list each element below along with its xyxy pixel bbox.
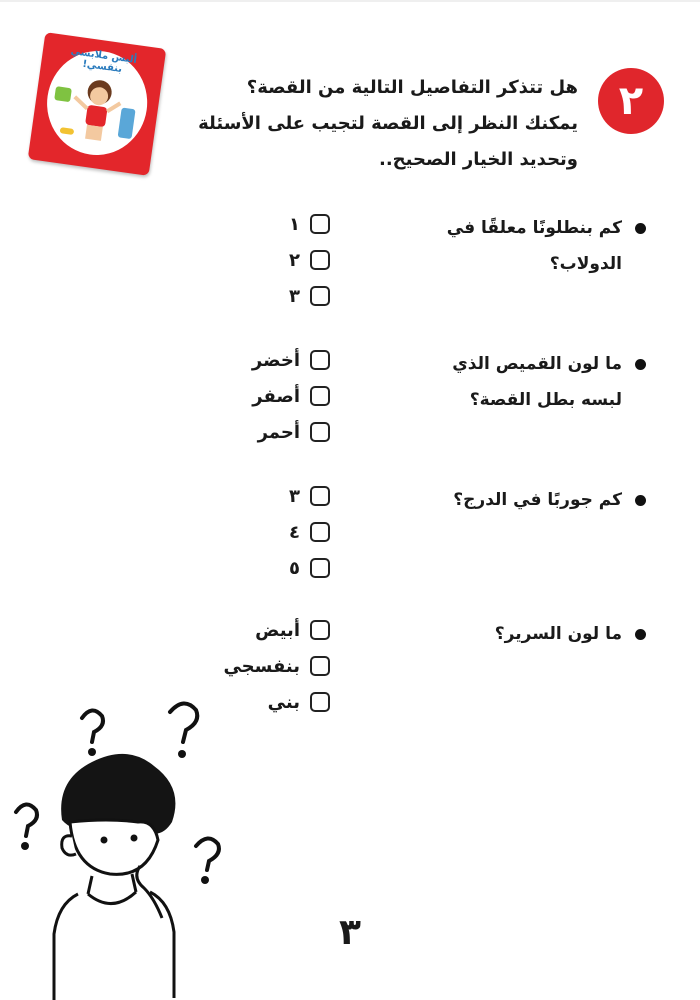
option[interactable]: [200, 206, 330, 242]
option[interactable]: [200, 378, 330, 414]
options-question-2: [200, 342, 330, 450]
book-title: ألبس ملابسي بنفسي!: [69, 45, 138, 76]
option-label: ٥: [289, 557, 300, 579]
option-label: ١: [289, 213, 300, 235]
option[interactable]: [200, 278, 330, 314]
option[interactable]: [200, 342, 330, 378]
checkbox[interactable]: [310, 522, 330, 542]
option-label: أخضر: [251, 349, 300, 371]
section-number-badge: ٢: [598, 68, 664, 134]
option-label: أبيض: [255, 619, 300, 641]
question-mark-icon: [196, 838, 219, 870]
question-text: ما لون القميص الذي لبسه بطل القصة؟: [452, 354, 622, 410]
checkbox[interactable]: [310, 250, 330, 270]
checkbox[interactable]: [310, 214, 330, 234]
instruction-line: وتحديد الخيار الصحيح..: [378, 149, 578, 170]
option-label: ٣: [289, 285, 300, 307]
question-mark-icon: [170, 703, 197, 742]
question-text: كم جوربًا في الدرج؟: [453, 490, 622, 510]
boy-dressing-illustration: [43, 68, 149, 161]
option[interactable]: [200, 648, 330, 684]
option-label: أحمر: [257, 421, 300, 443]
option-label: بني: [267, 691, 300, 713]
question-2: [406, 346, 646, 418]
bullet-icon: [635, 223, 646, 234]
option-label: ٤: [289, 521, 300, 543]
option[interactable]: [200, 550, 330, 586]
option[interactable]: [200, 242, 330, 278]
option[interactable]: [200, 478, 330, 514]
question-4: [386, 616, 646, 652]
checkbox[interactable]: [310, 386, 330, 406]
bullet-icon: [635, 629, 646, 640]
checkbox[interactable]: [310, 620, 330, 640]
thinking-boy-illustration: [0, 690, 240, 1000]
options-question-1: [200, 206, 330, 314]
bullet-icon: [635, 359, 646, 370]
checkbox[interactable]: [310, 286, 330, 306]
option[interactable]: [200, 612, 330, 648]
option-label: بنفسجي: [223, 655, 300, 677]
instructions: [198, 70, 578, 178]
option[interactable]: [200, 414, 330, 450]
story-book-cover: [28, 32, 167, 176]
checkbox[interactable]: [310, 558, 330, 578]
option-label: أصفر: [252, 385, 300, 407]
top-divider: [0, 0, 700, 2]
checkbox[interactable]: [310, 422, 330, 442]
instruction-line: هل تتذكر التفاصيل التالية من القصة؟: [246, 77, 578, 98]
checkbox[interactable]: [310, 656, 330, 676]
checkbox[interactable]: [310, 692, 330, 712]
page-number: ٣: [339, 912, 361, 953]
question-mark-icon: [16, 804, 37, 836]
checkbox[interactable]: [310, 350, 330, 370]
option-label: ٢: [289, 249, 300, 271]
option[interactable]: [200, 514, 330, 550]
options-question-3: [200, 478, 330, 586]
question-mark-icon: [82, 710, 103, 742]
checkbox[interactable]: [310, 486, 330, 506]
question-3: [386, 482, 646, 518]
instruction-line: يمكنك النظر إلى القصة لتجيب على الأسئلة: [198, 113, 578, 134]
question-text: ما لون السرير؟: [494, 624, 622, 644]
bullet-icon: [635, 495, 646, 506]
option-label: ٣: [289, 485, 300, 507]
question-text: كم بنطلونًا معلقًا في الدولاب؟: [446, 218, 622, 274]
question-1: [386, 210, 646, 282]
